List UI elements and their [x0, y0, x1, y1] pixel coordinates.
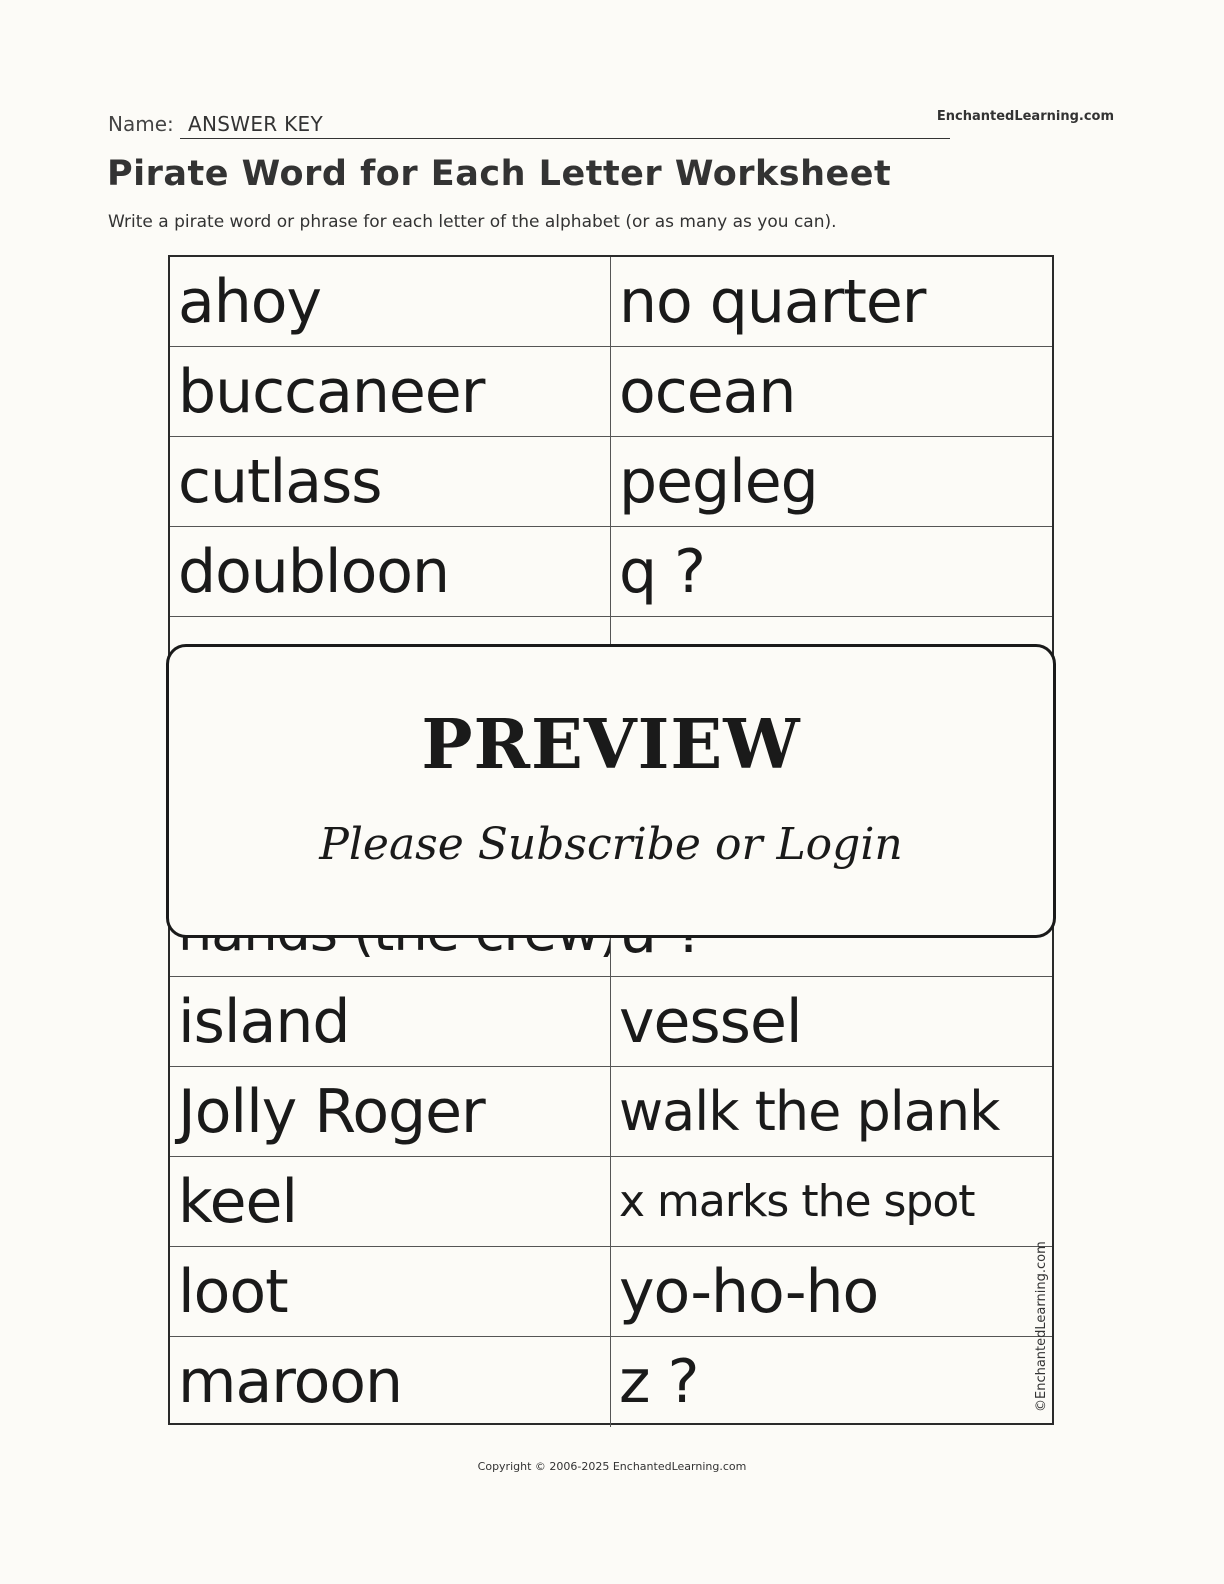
answer-cell-x: x marks the spot: [619, 1176, 975, 1227]
answer-cell-i: island: [170, 977, 611, 1066]
table-row: [170, 977, 1052, 1067]
page-title: Pirate Word for Each Letter Worksheet: [107, 154, 892, 194]
answer-cell-b: buccaneer: [170, 347, 611, 436]
preview-overlay[interactable]: [166, 644, 1056, 938]
name-underline: [180, 138, 950, 139]
table-row: [170, 1337, 1052, 1427]
answer-cell-k: keel: [170, 1157, 611, 1246]
table-row: [170, 527, 1052, 617]
name-row: [108, 108, 950, 140]
answer-cell-d: doubloon: [170, 527, 611, 616]
answer-cell-a: ahoy: [170, 257, 611, 346]
table-row: [170, 1247, 1052, 1337]
answer-cell-o: ocean: [619, 357, 796, 427]
preview-title: PREVIEW: [421, 705, 801, 785]
answer-cell-z: z ?: [619, 1347, 699, 1417]
table-row: [170, 1067, 1052, 1157]
answer-cell-j: Jolly Roger: [170, 1067, 611, 1156]
answer-cell-c: cutlass: [170, 437, 611, 526]
table-row: [170, 437, 1052, 527]
brand-logo-text[interactable]: EnchantedLearning.com: [936, 109, 1114, 124]
vertical-watermark: ©EnchantedLearning.com: [1034, 1241, 1049, 1412]
copyright-footer: Copyright © 2006-2025 EnchantedLearning.com: [477, 1460, 747, 1473]
table-row: [170, 257, 1052, 347]
answer-cell-v: vessel: [619, 987, 802, 1057]
table-row: [170, 1157, 1052, 1247]
name-label: Name:: [108, 112, 174, 136]
answer-cell-y: yo-ho-ho: [619, 1257, 879, 1327]
answer-cell-n: no quarter: [619, 267, 926, 337]
answer-cell-l: loot: [170, 1247, 611, 1336]
answer-cell-m: maroon: [170, 1337, 611, 1427]
answer-cell-p: pegleg: [619, 447, 818, 517]
instructions: Write a pirate word or phrase for each letter of the alphabet (or as many as you can).: [108, 212, 837, 232]
name-value: ANSWER KEY: [188, 112, 323, 136]
answer-cell-q: q ?: [619, 537, 706, 607]
answer-cell-w: walk the plank: [619, 1080, 1000, 1143]
subscribe-login-prompt[interactable]: Please Subscribe or Login: [319, 819, 903, 870]
table-row: [170, 347, 1052, 437]
